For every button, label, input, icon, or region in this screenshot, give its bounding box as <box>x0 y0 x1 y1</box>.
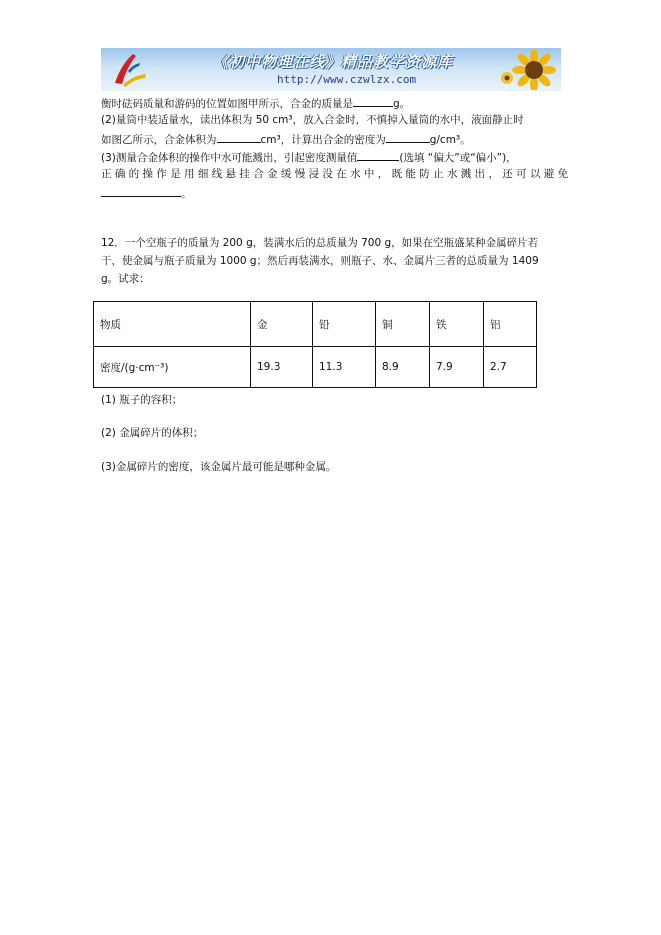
q11-text: 如图乙所示，合金体积为 <box>101 134 217 146</box>
banner-title: 《初中物理在线》精品教学资源库 <box>213 53 454 71</box>
banner-url: http://www.czwlzx.com <box>277 73 417 86</box>
logo-icon <box>109 51 149 88</box>
answer-blank-error[interactable] <box>357 149 399 161</box>
q11-line-6 <box>101 185 192 201</box>
density-table <box>93 301 537 388</box>
table-row-label: 密度/(g·cm⁻³) <box>94 347 251 388</box>
q11-text: (选填 “偏大”或“偏小”)， <box>399 152 517 164</box>
q11-text: cm³，计算出合金的密度为 <box>260 134 386 146</box>
q11-line-3 <box>101 131 471 147</box>
q11-line-5: 正 确 的 操 作 是 用 细 线 悬 挂 合 金 缓 慢 浸 没 在 水 中 ， 既 能 防 止 水 溅 出 ， 还 可 以 避 免 <box>101 168 569 180</box>
answer-blank-avoid[interactable] <box>101 185 181 197</box>
table-header-row <box>94 302 537 347</box>
q11-line-1 <box>101 95 410 111</box>
table-header-cell: 金 <box>251 302 313 347</box>
q11-text: 。 <box>181 188 192 200</box>
q12-line-1: 12．一个空瓶子的质量为 200 g，装满水后的总质量为 700 g，如果在空瓶盛某种金属碎片若 <box>101 237 539 249</box>
q12-line-2: 干，使金属与瓶子质量为 1000 g；然后再装满水，则瓶子、水、金属片三者的总质量为 1409 <box>101 255 539 267</box>
q12-line-3: g。试求： <box>101 273 150 285</box>
table-header-cell: 物质 <box>94 302 251 347</box>
sub-question-1: (1) 瓶子的容积； <box>101 394 183 406</box>
table-cell: 19.3 <box>251 347 313 388</box>
table-cell: 7.9 <box>430 347 484 388</box>
answer-blank-volume[interactable] <box>217 131 261 143</box>
table-cell: 11.3 <box>313 347 376 388</box>
q11-line-2: (2)量筒中装适量水，读出体积为 50 cm³，放入合金时，不慎掉入量筒的水中，液面静止时 <box>101 114 524 126</box>
table-header-cell: 铁 <box>430 302 484 347</box>
table-row <box>94 347 537 388</box>
table-header-cell: 铅 <box>313 302 376 347</box>
q11-text: g。 <box>393 98 411 110</box>
table-cell: 2.7 <box>484 347 537 388</box>
header-banner <box>101 48 561 91</box>
sunflower-icon <box>499 50 559 90</box>
table-header-cell: 铜 <box>376 302 430 347</box>
table-header-cell: 铝 <box>484 302 537 347</box>
q11-text: 衡时砝码质量和游码的位置如图甲所示，合金的质量是 <box>101 98 353 110</box>
answer-blank-density[interactable] <box>386 131 430 143</box>
q11-text: (3)测量合金体积的操作中水可能溅出，引起密度测量值 <box>101 152 358 164</box>
table-cell: 8.9 <box>376 347 430 388</box>
answer-blank-mass[interactable] <box>353 95 393 107</box>
q11-text: g/cm³。 <box>429 134 471 146</box>
sub-question-2: (2) 金属碎片的体积； <box>101 427 204 439</box>
q11-line-4 <box>101 149 517 165</box>
sub-question-3: (3)金属碎片的密度，该金属片最可能是哪种金属。 <box>101 461 337 473</box>
